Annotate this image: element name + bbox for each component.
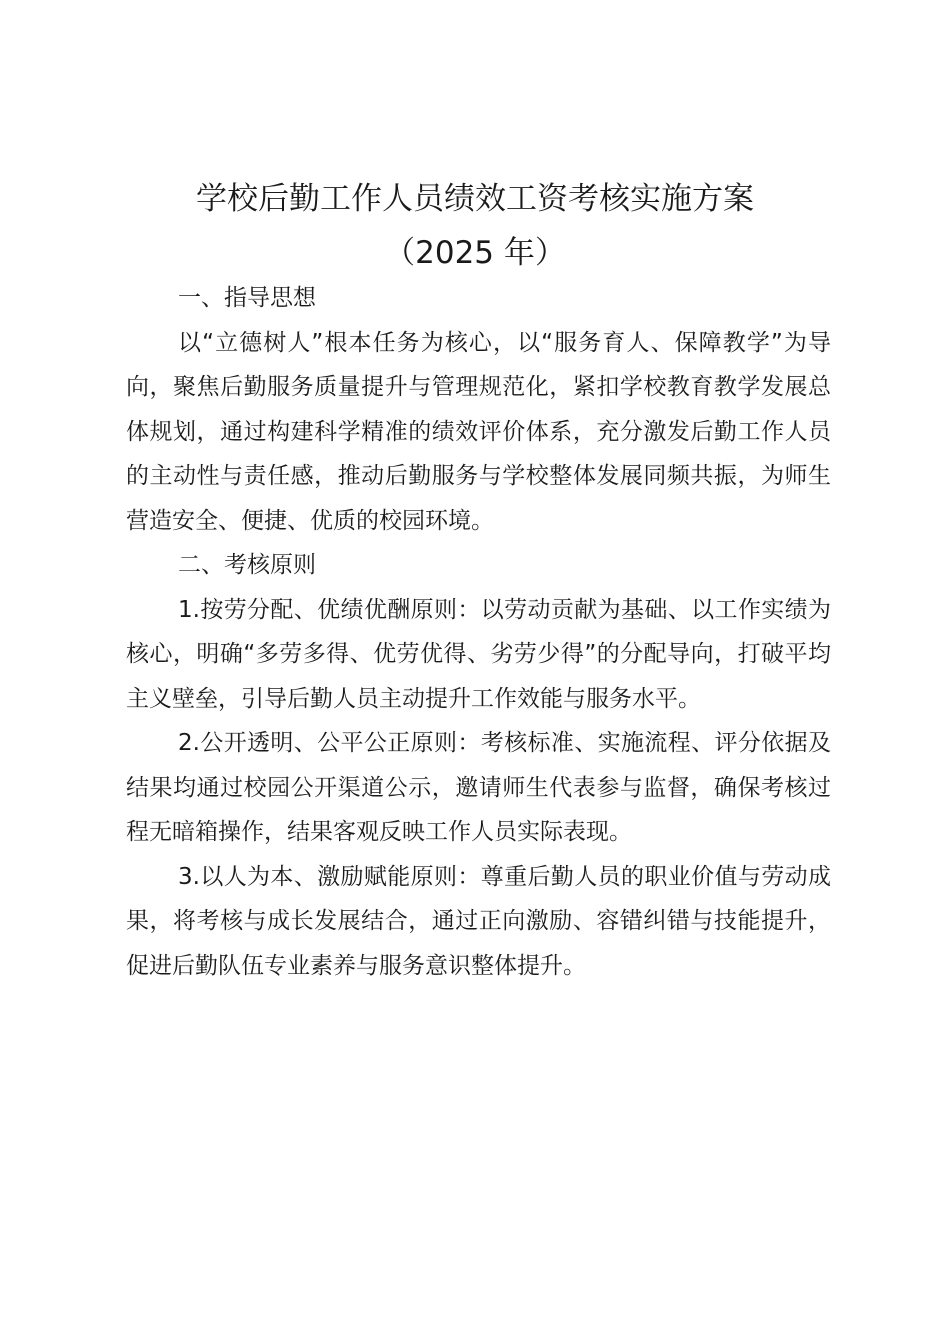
paragraph-principle-1: 1.按劳分配、优绩优酬原则：以劳动贡献为基础、以工作实绩为核心，明确“多劳多得、优劳优得、劣劳少得”的分配导向，打破平均主义壁垒，引导后勤人员主动提升工作效能与服务水平。 bbox=[126, 596, 831, 712]
section-heading-assessment-principles: 二、考核原则 bbox=[178, 552, 316, 578]
paragraph-guiding-ideology: 以“立德树人”根本任务为核心，以“服务育人、保障教学”为导向，聚焦后勤服务质量提升与管理规范化，紧扣学校教育教学发展总体规划，通过构建科学精准的绩效评价体系，充分激发后勤工作人员的主动性与责任感，推动后勤服务与学校整体发展同频共振，为师生营造安全、便捷、优质的校园环境。 bbox=[126, 329, 831, 534]
document-title: 学校后勤工作人员绩效工资考核实施方案 bbox=[196, 181, 754, 217]
document-subtitle: （2025 年） bbox=[384, 235, 566, 271]
paragraph-principle-2: 2.公开透明、公平公正原则：考核标准、实施流程、评分依据及结果均通过校园公开渠道公示，邀请师生代表参与监督，确保考核过程无暗箱操作，结果客观反映工作人员实际表现。 bbox=[126, 730, 831, 845]
document-body bbox=[126, 276, 831, 988]
section-heading-guiding-ideology: 一、指导思想 bbox=[178, 285, 316, 311]
title-block bbox=[0, 172, 950, 280]
paragraph-principle-3: 3.以人为本、激励赋能原则：尊重后勤人员的职业价值与劳动成果，将考核与成长发展结合，通过正向激励、容错纠错与技能提升，促进后勤队伍专业素养与服务意识整体提升。 bbox=[126, 863, 831, 979]
